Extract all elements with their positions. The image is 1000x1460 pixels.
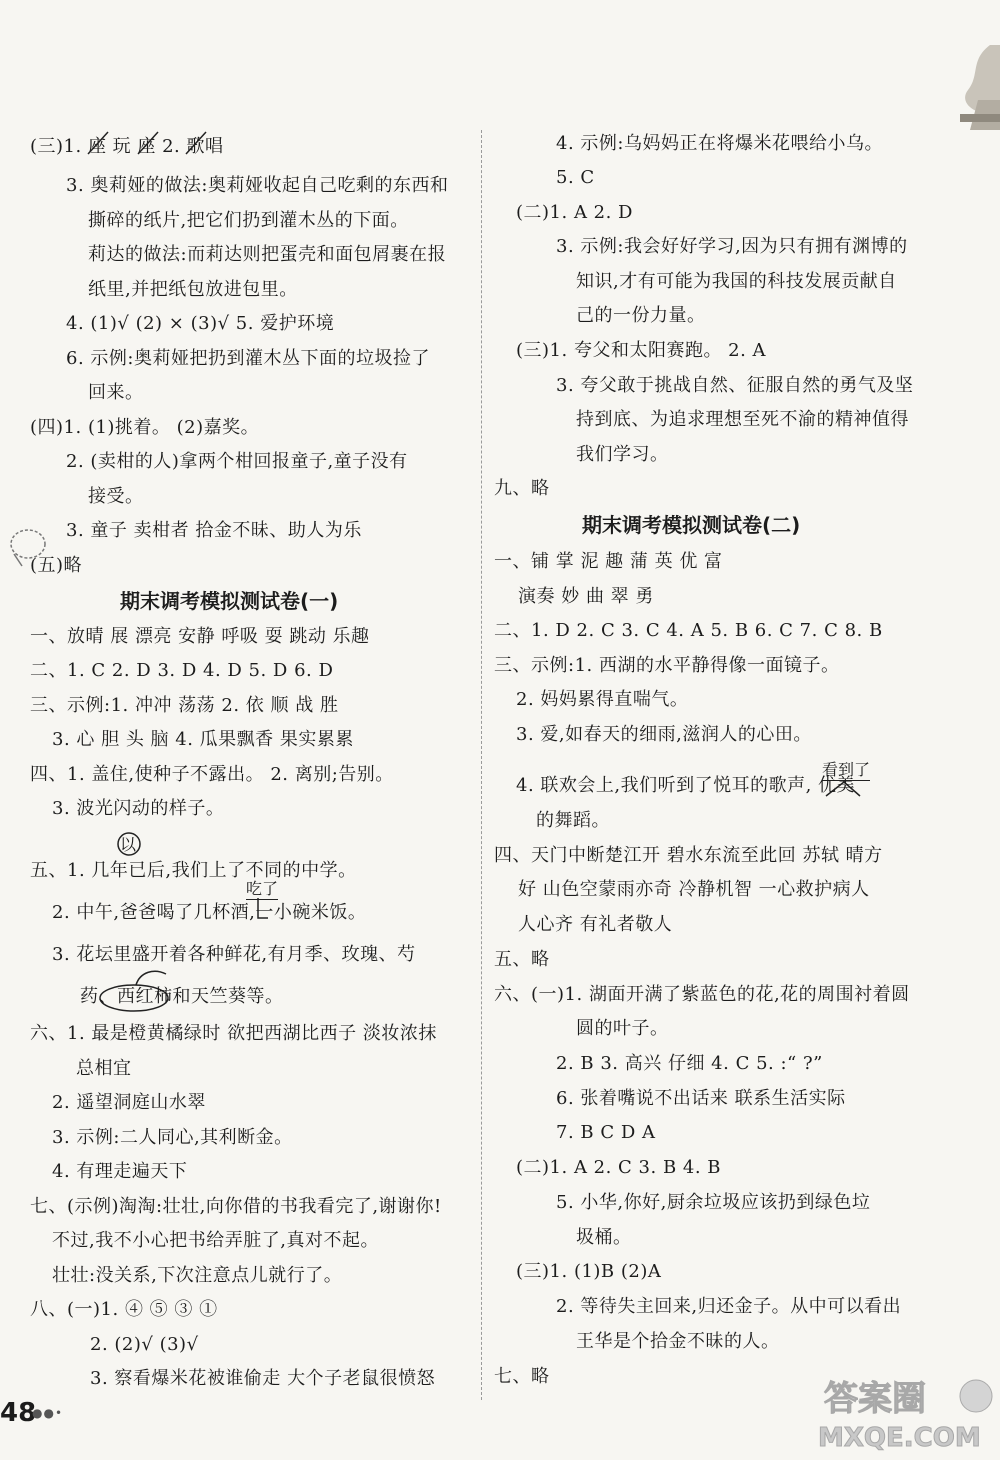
answer-line: 四、天门中断楚江开 碧水东流至此回 苏轼 晴方 xyxy=(494,845,883,866)
answer-line: 6. 示例:奥莉娅把扔到灌木丛下面的垃圾捡了 xyxy=(66,348,430,369)
answer-line: 三、示例:1. 冲冲 荡荡 2. 依 顺 战 胜 xyxy=(30,695,339,716)
answer-line: 2. (卖柑的人)拿两个柑回报童子,童子没有 xyxy=(66,451,408,472)
answer-line: 七、略 xyxy=(494,1366,550,1387)
answer-line: 3. 花坛里盛开着各种鲜花,有月季、玫瑰、芍 xyxy=(52,944,416,965)
exam2-title: 期末调考模拟测试卷(二) xyxy=(582,513,801,537)
answer-line: 撕碎的纸片,把它们扔到灌木丛的下面。 xyxy=(88,210,409,231)
answer-line: 七、(示例)淘淘:壮壮,向你借的书我看完了,谢谢你! xyxy=(30,1196,442,1217)
answer-line: 五、1. 几年已后,我们上了不同的中学。 xyxy=(30,860,357,881)
answer-line: 3. 示例:二人同心,其利断金。 xyxy=(52,1127,293,1148)
page-number: 48 xyxy=(0,1398,37,1428)
answer-line: 纸里,并把纸包放进包里。 xyxy=(88,279,298,300)
answer-line: (四)1. (1)挑着。 (2)嘉奖。 xyxy=(30,417,260,438)
answer-line: 二、1. D 2. C 3. C 4. A 5. B 6. C 7. C 8. B xyxy=(494,620,883,641)
answer-line: 3. 波光闪动的样子。 xyxy=(52,798,225,819)
answer-line: 持到底、为追求理想至死不渝的精神值得 xyxy=(576,409,909,430)
answer-line: 莉达的做法:而莉达则把蛋壳和面包屑裹在报 xyxy=(88,244,447,265)
answer-line: 4. 联欢会上,我们听到了悦耳的歌声, 优美 xyxy=(516,775,856,796)
answer-line: 3. 童子 卖柑者 拾金不昧、助人为乐 xyxy=(66,520,362,541)
answer-line: 知识,才有可能为我国的科技发展贡献自 xyxy=(576,271,897,292)
answer-line: 的舞蹈。 xyxy=(536,810,610,831)
answer-line: 2. (2)√ (3)√ xyxy=(90,1334,199,1355)
answer-line: 一、铺 掌 泥 趣 蒲 英 优 富 xyxy=(494,551,723,572)
answer-line: 4. 有理走遍天下 xyxy=(52,1161,188,1182)
page-dots: ●●• xyxy=(32,1406,64,1420)
strike-mark-icon xyxy=(184,130,210,156)
answer-line: 3. 夸父敢于挑战自然、征服自然的勇气及坚 xyxy=(556,375,914,396)
watermark-title: 答案圈 xyxy=(824,1379,926,1419)
strike-mark-icon xyxy=(136,130,162,156)
answer-line: 我们学习。 xyxy=(576,444,669,465)
answer-line: 接受。 xyxy=(88,486,144,507)
answer-line: 2. B 3. 高兴 仔细 4. C 5. :“ ?” xyxy=(556,1053,823,1074)
answer-line: 九、略 xyxy=(494,478,550,499)
answer-line: 3. 心 胆 头 脑 4. 瓜果飘香 果实累累 xyxy=(52,729,354,750)
answer-line: 一、放晴 展 漂亮 安静 呼吸 耍 跳动 乐趣 xyxy=(30,626,370,647)
answer-line: 六、1. 最是橙黄橘绿时 欲把西湖比西子 淡妆浓抹 xyxy=(30,1023,437,1044)
answer-line: 八、(一)1. ④ ⑤ ③ ① xyxy=(30,1299,218,1320)
answer-line: 3. 示例:我会好好学习,因为只有拥有渊博的 xyxy=(556,236,908,257)
answer-line: 己的一份力量。 xyxy=(576,305,706,326)
answer-line: 演奏 妙 曲 翠 勇 xyxy=(518,586,654,607)
answer-line: 二、1. C 2. D 3. D 4. D 5. D 6. D xyxy=(30,660,334,681)
answer-line: 回来。 xyxy=(88,382,144,403)
answer-line: 王华是个拾金不昧的人。 xyxy=(576,1331,780,1352)
answer-line: 六、(一)1. 湖面开满了紫蓝色的花,花的周围衬着圆 xyxy=(494,984,910,1005)
answer-line: 人心齐 有礼者敬人 xyxy=(518,914,673,935)
answer-line: 总相宜 xyxy=(76,1058,132,1079)
watermark-url: MXQE.COM xyxy=(818,1423,981,1453)
corner-logo-icon xyxy=(950,40,1000,130)
answer-line: 五、略 xyxy=(494,949,550,970)
answer-line: (三)1. 座 玩 座 2. 歌唱 xyxy=(30,136,224,157)
column-divider xyxy=(481,130,482,1400)
watermark-logo-icon xyxy=(804,1366,994,1456)
answer-line: (三)1. (1)B (2)A xyxy=(516,1261,662,1282)
answer-line: (五)略 xyxy=(30,555,83,576)
exam1-title: 期末调考模拟测试卷(一) xyxy=(120,589,339,613)
answer-line: 3. 爱,如春天的细雨,滋润人的心田。 xyxy=(516,724,812,745)
answer-line: 2. 遥望洞庭山水翠 xyxy=(52,1092,206,1113)
answer-line: 4. (1)√ (2) × (3)√ 5. 爱护环境 xyxy=(66,313,335,334)
answer-line: (二)1. A 2. D xyxy=(516,202,633,223)
answer-line: 圾桶。 xyxy=(576,1227,632,1248)
answer-line: 壮壮:没关系,下次注意点儿就行了。 xyxy=(52,1265,343,1286)
answer-line: 2. 妈妈累得直喘气。 xyxy=(516,689,689,710)
answer-line: 3. 察看爆米花被谁偷走 大个子老鼠很愤怒 xyxy=(90,1368,436,1389)
insert-correction: 吃了 xyxy=(246,876,278,900)
answer-line: 好 山色空蒙雨亦奇 冷静机智 一心救护病人 xyxy=(518,879,870,900)
strike-mark-icon xyxy=(86,130,112,156)
answer-line: 圆的叶子。 xyxy=(576,1018,669,1039)
insert-correction: 看到了 xyxy=(822,757,870,781)
answer-line: 药、西红柿和天竺葵等。 xyxy=(80,986,284,1007)
answer-line: 三、示例:1. 西湖的水平静得像一面镜子。 xyxy=(494,655,840,676)
answer-line: (二)1. A 2. C 3. B 4. B xyxy=(516,1157,722,1178)
answer-line: 7. B C D A xyxy=(556,1122,656,1143)
answer-line: 5. 小华,你好,厨余垃圾应该扔到绿色垃 xyxy=(556,1192,871,1213)
answer-line: 2. 等待失主回来,归还金子。从中可以看出 xyxy=(556,1296,902,1317)
answer-line: 2. 中午,爸爸喝了几杯酒,一小碗米饭。 xyxy=(52,902,367,923)
answer-line: 四、1. 盖住,使种子不露出。 2. 离别;告别。 xyxy=(30,764,394,785)
answer-line: (三)1. 夸父和太阳赛跑。 2. A xyxy=(516,340,767,361)
answer-line: 5. C xyxy=(556,167,595,188)
answer-line: 6. 张着嘴说不出话来 联系生活实际 xyxy=(556,1088,846,1109)
answer-line: 不过,我不小心把书给弄脏了,真对不起。 xyxy=(52,1230,379,1251)
insert-correction: 以 xyxy=(120,835,137,854)
answer-line: 3. 奥莉娅的做法:奥莉娅收起自己吃剩的东西和 xyxy=(66,175,449,196)
answer-line: 4. 示例:乌妈妈正在将爆米花喂给小乌。 xyxy=(556,133,883,154)
